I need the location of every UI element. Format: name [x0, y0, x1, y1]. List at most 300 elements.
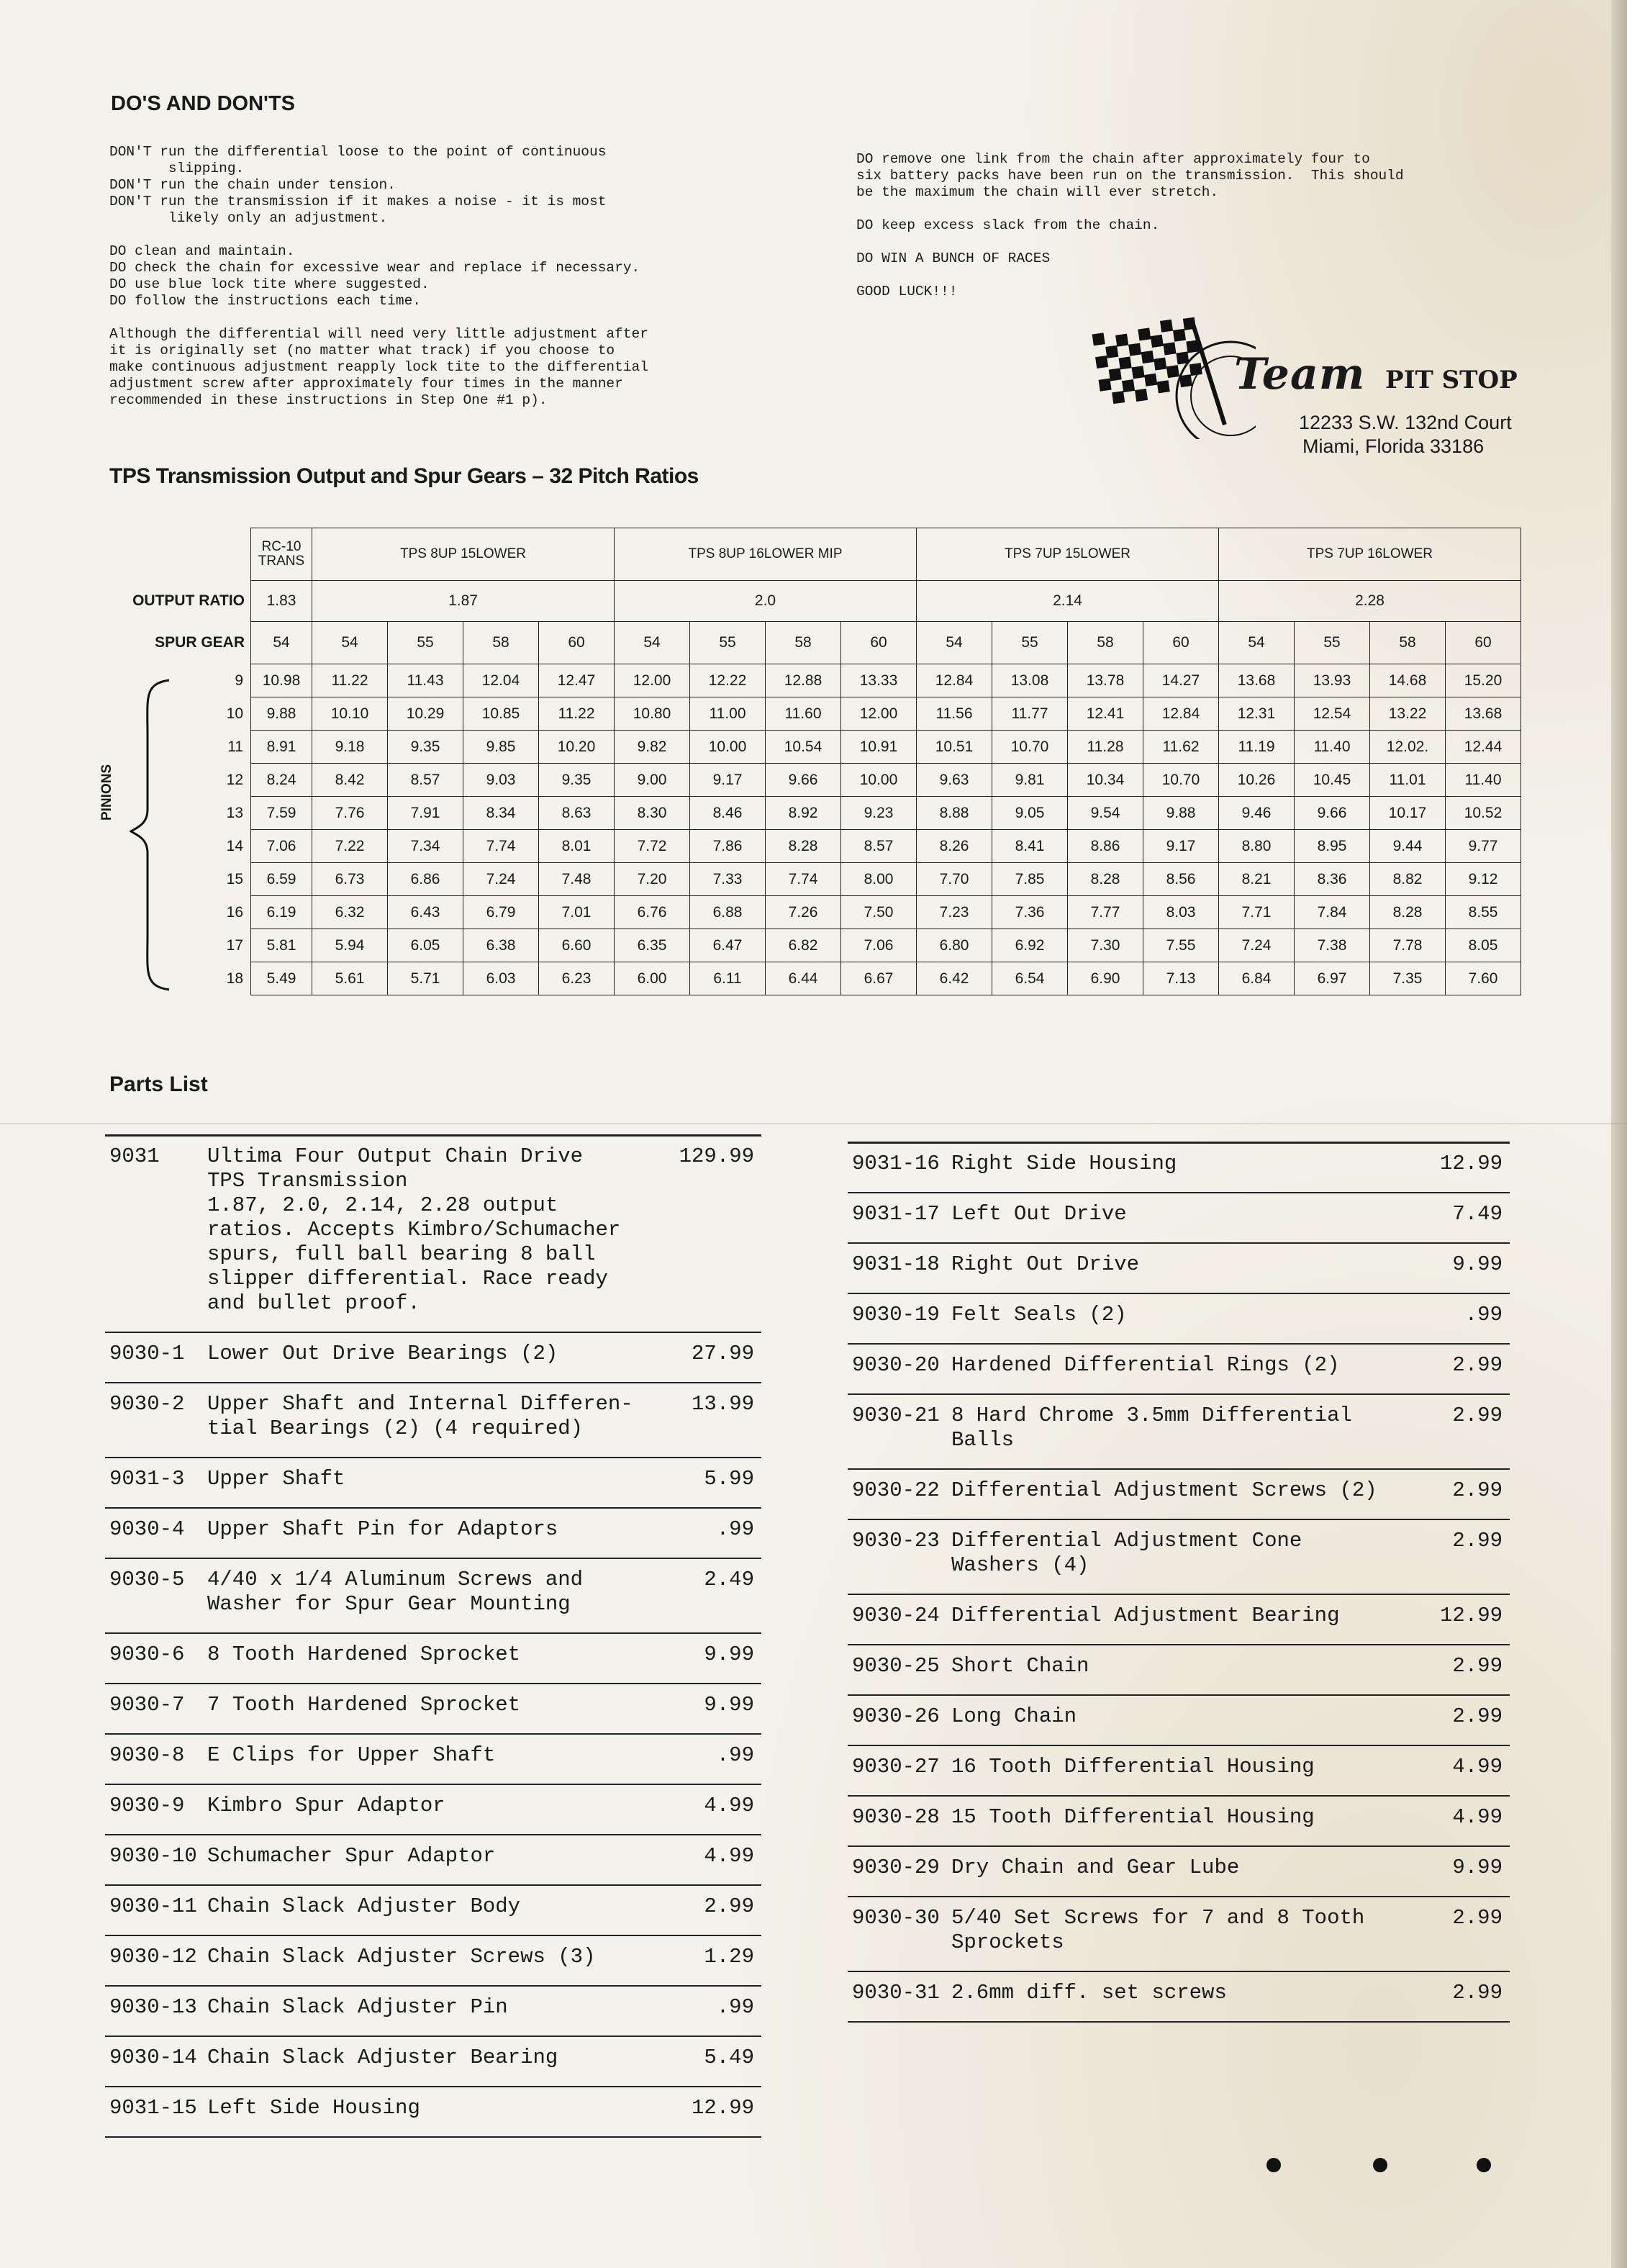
ratio-cell: 6.92 — [992, 929, 1068, 962]
parts-row — [848, 1696, 1510, 1746]
part-description: Schumacher Spur Adaptor — [207, 1844, 496, 1868]
ratio-cell: 5.61 — [312, 962, 388, 995]
dos-line: DO follow the instructions each time. — [109, 293, 421, 309]
ratio-cell: 10.54 — [766, 731, 841, 764]
output-ratio-row — [106, 581, 1521, 622]
ratio-cell: 9.46 — [1219, 797, 1295, 830]
pinion-value: 12 — [226, 771, 243, 788]
ratio-cell: 13.22 — [1370, 697, 1446, 731]
part-price: 9.99 — [704, 1693, 754, 1717]
ratio-cell: 7.36 — [992, 896, 1068, 929]
dos-line: it is originally set (no matter what track) if you choose to — [109, 343, 615, 358]
spur-gear-value: 55 — [992, 622, 1068, 664]
part-description: Ultima Four Output Chain Drive TPS Transmission 1.87, 2.0, 2.14, 2.28 output ratios. Accepts Kimbro/Schumacher spurs, full ball bearing 8 ball slipper differential. Race ready and bullet proof. — [207, 1144, 621, 1315]
group-header: TPS 7UP 15LOWER — [917, 528, 1219, 581]
ratio-cell: 8.05 — [1446, 929, 1521, 962]
ratio-cell: 6.03 — [463, 962, 539, 995]
ratio-cell: 6.35 — [615, 929, 690, 962]
ratio-cell: 6.54 — [992, 962, 1068, 995]
ratio-cell: 7.06 — [841, 929, 917, 962]
spur-gear-value: 60 — [1446, 622, 1521, 664]
dos-line: Although the differential will need very little adjustment after — [109, 326, 648, 342]
part-description: Short Chain — [951, 1654, 1089, 1678]
part-description: Differential Adjustment Cone Washers (4) — [951, 1529, 1302, 1577]
part-number: 9030-22 — [852, 1478, 940, 1502]
ratio-cell: 13.08 — [992, 664, 1068, 697]
ratio-cell: 11.00 — [690, 697, 766, 731]
part-description: Differential Adjustment Bearing — [951, 1604, 1340, 1627]
part-description: Felt Seals (2) — [951, 1303, 1127, 1327]
ratio-cell: 12.88 — [766, 664, 841, 697]
table-row — [106, 929, 1521, 962]
ratio-cell: 8.63 — [539, 797, 615, 830]
ratio-cell: 13.93 — [1295, 664, 1370, 697]
ratio-cell: 6.19 — [251, 896, 312, 929]
gear-ratio-table — [106, 528, 1521, 995]
part-description: Left Out Drive — [951, 1202, 1127, 1226]
parts-list-title: Parts List — [109, 1072, 208, 1096]
ratio-cell: 11.40 — [1295, 731, 1370, 764]
parts-row — [105, 1333, 761, 1383]
ratio-cell: 7.20 — [615, 863, 690, 896]
pinion-value: 10 — [226, 705, 243, 722]
spur-gear-value: 60 — [841, 622, 917, 664]
part-price: 5.99 — [704, 1467, 754, 1491]
parts-row — [105, 2037, 761, 2087]
ratio-cell: 10.34 — [1068, 764, 1143, 797]
team-pit-stop-logo — [1090, 302, 1522, 468]
ratio-cell: 9.81 — [992, 764, 1068, 797]
parts-row — [848, 1595, 1510, 1645]
ratio-cell: 8.57 — [841, 830, 917, 863]
ratio-cell: 8.82 — [1370, 863, 1446, 896]
ratio-cell: 7.71 — [1219, 896, 1295, 929]
dos-right-text — [856, 151, 1526, 300]
dos-line: DON'T run the chain under tension. — [109, 177, 396, 193]
part-price: 13.99 — [691, 1392, 754, 1416]
logo-address-city: Miami, Florida 33186 — [1302, 435, 1485, 457]
pinions-brace — [130, 677, 173, 993]
ratio-cell: 12.22 — [690, 664, 766, 697]
ratio-cell: 9.17 — [1143, 830, 1219, 863]
ratio-cell: 9.35 — [388, 731, 463, 764]
parts-row — [848, 1645, 1510, 1696]
dos-left-text — [109, 144, 800, 409]
ratio-cell: 11.19 — [1219, 731, 1295, 764]
ratio-cell: 6.59 — [251, 863, 312, 896]
ratio-cell: 7.23 — [917, 896, 992, 929]
dos-title: DO'S AND DON'TS — [111, 92, 296, 115]
ratio-cell: 14.68 — [1370, 664, 1446, 697]
ratio-cell: 7.38 — [1295, 929, 1370, 962]
part-description: E Clips for Upper Shaft — [207, 1743, 496, 1767]
punch-hole — [1266, 2158, 1281, 2172]
part-description: Chain Slack Adjuster Body — [207, 1894, 521, 1918]
part-number: 9030-6 — [109, 1643, 185, 1666]
logo-address-street: 12233 S.W. 132nd Court — [1299, 412, 1512, 433]
part-description: Kimbro Spur Adaptor — [207, 1794, 445, 1817]
part-description: 2.6mm diff. set screws — [951, 1981, 1227, 2005]
part-number: 9030-30 — [852, 1906, 940, 1930]
dos-line: likely only an adjustment. — [109, 210, 388, 226]
ratio-cell: 8.36 — [1295, 863, 1370, 896]
dos-line: adjustment screw after approximately four times in the manner — [109, 376, 623, 392]
part-price: 2.99 — [1452, 1906, 1503, 1930]
part-number: 9030-28 — [852, 1805, 940, 1829]
dos-line: slipping. — [109, 161, 245, 176]
ratio-cell: 10.26 — [1219, 764, 1295, 797]
part-price: 2.99 — [1452, 1404, 1503, 1427]
ratio-cell: 12.84 — [917, 664, 992, 697]
output-ratio-value: 1.83 — [251, 581, 312, 622]
ratio-cell: 9.85 — [463, 731, 539, 764]
parts-list-right — [848, 1143, 1510, 2023]
part-price: 12.99 — [1439, 1152, 1503, 1175]
part-number: 9031 — [109, 1144, 160, 1168]
ratio-cell: 11.56 — [917, 697, 992, 731]
ratio-cell: 9.66 — [1295, 797, 1370, 830]
part-number: 9031-17 — [852, 1202, 940, 1226]
dos-line: be the maximum the chain will ever stretch. — [856, 184, 1219, 200]
ratio-cell: 8.41 — [992, 830, 1068, 863]
ratio-cell: 6.05 — [388, 929, 463, 962]
ratio-cell: 12.41 — [1068, 697, 1143, 731]
dos-line: DO keep excess slack from the chain. — [856, 217, 1160, 233]
ratio-cell: 6.90 — [1068, 962, 1143, 995]
parts-row — [848, 1847, 1510, 1897]
part-price: 129.99 — [679, 1144, 754, 1168]
ratio-cell: 8.57 — [388, 764, 463, 797]
ratio-cell: 10.17 — [1370, 797, 1446, 830]
part-price: 9.99 — [1452, 1856, 1503, 1879]
part-description: 8 Hard Chrome 3.5mm Differential Balls — [951, 1404, 1352, 1452]
part-description: Hardened Differential Rings (2) — [951, 1353, 1340, 1377]
part-price: 2.99 — [1452, 1704, 1503, 1728]
pinion-value: 15 — [226, 870, 243, 887]
part-price: 9.99 — [704, 1643, 754, 1666]
parts-row — [105, 1383, 761, 1458]
ratio-cell: 8.26 — [917, 830, 992, 863]
ratio-cell: 6.60 — [539, 929, 615, 962]
part-price: 1.29 — [704, 1945, 754, 1969]
ratio-cell: 10.20 — [539, 731, 615, 764]
spur-gear-value: 55 — [690, 622, 766, 664]
spur-gear-value: 60 — [539, 622, 615, 664]
part-number: 9031-16 — [852, 1152, 940, 1175]
ratio-cell: 9.03 — [463, 764, 539, 797]
ratio-cell: 7.77 — [1068, 896, 1143, 929]
part-price: 4.99 — [1452, 1755, 1503, 1779]
parts-row — [848, 1520, 1510, 1595]
part-number: 9030-13 — [109, 1995, 197, 2019]
ratio-cell: 6.67 — [841, 962, 917, 995]
spur-gear-row — [106, 622, 1521, 664]
group-header: TPS 8UP 16LOWER MIP — [615, 528, 917, 581]
spur-gear-value: 58 — [1068, 622, 1143, 664]
part-description: Dry Chain and Gear Lube — [951, 1856, 1240, 1879]
ratio-cell: 9.17 — [690, 764, 766, 797]
output-ratio-value: 2.28 — [1219, 581, 1521, 622]
part-number: 9030-4 — [109, 1517, 185, 1541]
ratio-cell: 9.05 — [992, 797, 1068, 830]
ratio-cell: 8.91 — [251, 731, 312, 764]
ratio-cell: 7.34 — [388, 830, 463, 863]
ratio-cell: 10.10 — [312, 697, 388, 731]
part-description: Right Side Housing — [951, 1152, 1177, 1175]
part-price: .99 — [716, 1995, 754, 2019]
ratio-cell: 7.76 — [312, 797, 388, 830]
ratio-cell: 7.84 — [1295, 896, 1370, 929]
parts-row — [848, 1294, 1510, 1345]
pinion-value: 9 — [235, 672, 243, 689]
ratio-cell: 7.24 — [1219, 929, 1295, 962]
part-price: 7.49 — [1452, 1202, 1503, 1226]
table-row — [106, 664, 1521, 697]
ratio-cell: 7.85 — [992, 863, 1068, 896]
ratio-cell: 10.70 — [992, 731, 1068, 764]
ratio-cell: 5.49 — [251, 962, 312, 995]
ratio-cell: 7.78 — [1370, 929, 1446, 962]
ratio-cell: 8.28 — [1370, 896, 1446, 929]
ratio-cell: 6.44 — [766, 962, 841, 995]
ratio-cell: 8.34 — [463, 797, 539, 830]
parts-row — [105, 1886, 761, 1936]
ratio-cell: 7.33 — [690, 863, 766, 896]
ratio-cell: 7.59 — [251, 797, 312, 830]
part-description: 15 Tooth Differential Housing — [951, 1805, 1315, 1829]
ratio-cell: 7.35 — [1370, 962, 1446, 995]
pinion-value: 13 — [226, 804, 243, 821]
parts-row — [105, 1559, 761, 1634]
table-row — [106, 797, 1521, 830]
part-price: 5.49 — [704, 2046, 754, 2069]
spur-gear-value: 54 — [312, 622, 388, 664]
table-row — [106, 962, 1521, 995]
part-number: 9030-19 — [852, 1303, 940, 1327]
ratio-cell: 7.55 — [1143, 929, 1219, 962]
ratio-cell: 11.40 — [1446, 764, 1521, 797]
ratio-cell: 8.24 — [251, 764, 312, 797]
part-number: 9030-14 — [109, 2046, 197, 2069]
ratio-cell: 8.28 — [766, 830, 841, 863]
ratio-cell: 9.66 — [766, 764, 841, 797]
empty-corner — [106, 528, 251, 581]
ratio-cell: 7.24 — [463, 863, 539, 896]
part-description: Long Chain — [951, 1704, 1077, 1728]
ratio-cell: 10.85 — [463, 697, 539, 731]
gear-table-title: TPS Transmission Output and Spur Gears – 32 Pitch Ratios — [109, 464, 699, 488]
ratio-cell: 7.06 — [251, 830, 312, 863]
ratio-cell: 6.11 — [690, 962, 766, 995]
part-description: 16 Tooth Differential Housing — [951, 1755, 1315, 1779]
dos-line: GOOD LUCK!!! — [856, 284, 958, 299]
pinion-value: 16 — [226, 903, 243, 921]
ratio-cell: 7.86 — [690, 830, 766, 863]
part-description: Upper Shaft — [207, 1467, 345, 1491]
parts-row — [105, 1684, 761, 1735]
parts-row — [105, 1634, 761, 1684]
part-description: 8 Tooth Hardened Sprocket — [207, 1643, 521, 1666]
part-number: 9030-8 — [109, 1743, 185, 1767]
ratio-cell: 6.88 — [690, 896, 766, 929]
part-number: 9030-25 — [852, 1654, 940, 1678]
group-header: TPS 7UP 16LOWER — [1219, 528, 1521, 581]
part-number: 9030-23 — [852, 1529, 940, 1553]
ratio-cell: 8.86 — [1068, 830, 1143, 863]
group-header: TPS 8UP 15LOWER — [312, 528, 615, 581]
ratio-cell: 8.88 — [917, 797, 992, 830]
ratio-cell: 7.91 — [388, 797, 463, 830]
ratio-cell: 6.32 — [312, 896, 388, 929]
spur-gear-value: 54 — [615, 622, 690, 664]
spur-gear-value: 55 — [1295, 622, 1370, 664]
dos-line: DON'T run the transmission if it makes a noise - it is most — [109, 194, 607, 209]
part-description: Upper Shaft Pin for Adaptors — [207, 1517, 558, 1541]
ratio-cell: 9.54 — [1068, 797, 1143, 830]
parts-row — [105, 1987, 761, 2037]
table-row — [106, 896, 1521, 929]
spur-gear-value: 54 — [251, 622, 312, 664]
part-number: 9030-11 — [109, 1894, 197, 1918]
ratio-cell: 7.48 — [539, 863, 615, 896]
ratio-cell: 8.30 — [615, 797, 690, 830]
ratio-cell: 6.43 — [388, 896, 463, 929]
part-description: 7 Tooth Hardened Sprocket — [207, 1693, 521, 1717]
ratio-cell: 9.35 — [539, 764, 615, 797]
part-description: 5/40 Set Screws for 7 and 8 Tooth Sprockets — [951, 1906, 1365, 1954]
dos-line: DO check the chain for excessive wear and replace if necessary. — [109, 260, 640, 276]
part-description: Left Side Housing — [207, 2096, 420, 2120]
part-description: 4/40 x 1/4 Aluminum Screws and Washer for Spur Gear Mounting — [207, 1568, 584, 1616]
dos-line: DO remove one link from the chain after approximately four to — [856, 151, 1370, 167]
output-ratio-label: OUTPUT RATIO — [132, 592, 245, 609]
table-row — [106, 697, 1521, 731]
ratio-cell: 13.68 — [1219, 664, 1295, 697]
part-number: 9030-29 — [852, 1856, 940, 1879]
ratio-cell: 6.47 — [690, 929, 766, 962]
pinions-label: PINIONS — [99, 764, 114, 821]
part-number: 9030-21 — [852, 1404, 940, 1427]
parts-row — [848, 1470, 1510, 1520]
ratio-cell: 8.56 — [1143, 863, 1219, 896]
ratio-cell: 12.00 — [841, 697, 917, 731]
dos-line — [856, 234, 1526, 250]
ratio-cell: 14.27 — [1143, 664, 1219, 697]
parts-row — [105, 1136, 761, 1333]
parts-row — [105, 1458, 761, 1509]
ratio-cell: 7.22 — [312, 830, 388, 863]
ratio-cell: 12.84 — [1143, 697, 1219, 731]
part-price: 4.99 — [704, 1844, 754, 1868]
ratio-cell: 11.77 — [992, 697, 1068, 731]
spur-gear-value: 60 — [1143, 622, 1219, 664]
part-number: 9030-1 — [109, 1342, 185, 1365]
part-description: Lower Out Drive Bearings (2) — [207, 1342, 558, 1365]
dos-line — [856, 201, 1526, 217]
dos-line: DO use blue lock tite where suggested. — [109, 276, 430, 292]
part-price: .99 — [716, 1517, 754, 1541]
part-number: 9030-31 — [852, 1981, 940, 2005]
part-price: 4.99 — [704, 1794, 754, 1817]
parts-row — [848, 1143, 1510, 1193]
parts-row — [848, 1746, 1510, 1797]
ratio-cell: 7.72 — [615, 830, 690, 863]
ratio-cell: 6.97 — [1295, 962, 1370, 995]
pinion-value: 18 — [226, 970, 243, 987]
part-price: 27.99 — [691, 1342, 754, 1365]
parts-row — [848, 1395, 1510, 1470]
part-price: 2.99 — [1452, 1654, 1503, 1678]
part-number: 9030-2 — [109, 1392, 185, 1416]
ratio-cell: 11.22 — [539, 697, 615, 731]
part-description: Chain Slack Adjuster Bearing — [207, 2046, 558, 2069]
ratio-cell: 12.47 — [539, 664, 615, 697]
ratio-cell: 6.00 — [615, 962, 690, 995]
ratio-cell: 10.00 — [690, 731, 766, 764]
table-header-row — [106, 528, 1521, 581]
ratio-cell: 13.78 — [1068, 664, 1143, 697]
ratio-cell: 7.74 — [766, 863, 841, 896]
part-description: Chain Slack Adjuster Screws (3) — [207, 1945, 596, 1969]
ratio-cell: 6.86 — [388, 863, 463, 896]
ratio-cell: 11.22 — [312, 664, 388, 697]
ratio-cell: 8.92 — [766, 797, 841, 830]
ratio-cell: 10.52 — [1446, 797, 1521, 830]
ratio-cell: 6.79 — [463, 896, 539, 929]
ratio-cell: 6.80 — [917, 929, 992, 962]
ratio-cell: 10.00 — [841, 764, 917, 797]
spur-gear-value: 58 — [766, 622, 841, 664]
spur-gear-value: 58 — [463, 622, 539, 664]
output-ratio-value: 2.14 — [917, 581, 1219, 622]
ratio-cell: 10.70 — [1143, 764, 1219, 797]
ratio-cell: 11.60 — [766, 697, 841, 731]
part-price: 2.49 — [704, 1568, 754, 1591]
part-number: 9030-9 — [109, 1794, 185, 1817]
part-description: Upper Shaft and Internal Differen- tial Bearings (2) (4 required) — [207, 1392, 633, 1440]
ratio-cell: 10.29 — [388, 697, 463, 731]
ratio-cell: 10.98 — [251, 664, 312, 697]
ratio-cell: 7.13 — [1143, 962, 1219, 995]
parts-row — [848, 1797, 1510, 1847]
ratio-cell: 9.88 — [251, 697, 312, 731]
part-number: 9030-5 — [109, 1568, 185, 1591]
parts-row — [105, 1735, 761, 1785]
part-price: .99 — [1464, 1303, 1503, 1327]
ratio-cell: 6.23 — [539, 962, 615, 995]
part-price: 2.99 — [1452, 1478, 1503, 1502]
ratio-cell: 9.82 — [615, 731, 690, 764]
part-price: 12.99 — [1439, 1604, 1503, 1627]
ratio-cell: 5.71 — [388, 962, 463, 995]
spur-gear-value: 54 — [917, 622, 992, 664]
ratio-cell: 7.60 — [1446, 962, 1521, 995]
ratio-cell: 10.45 — [1295, 764, 1370, 797]
ratio-cell: 9.63 — [917, 764, 992, 797]
dos-line — [856, 267, 1526, 284]
ratio-cell: 8.21 — [1219, 863, 1295, 896]
parts-list-left — [105, 1136, 761, 2138]
output-ratio-value: 2.0 — [615, 581, 917, 622]
ratio-cell: 6.84 — [1219, 962, 1295, 995]
ratio-cell: 7.30 — [1068, 929, 1143, 962]
parts-row — [105, 1509, 761, 1559]
ratio-cell: 8.80 — [1219, 830, 1295, 863]
dos-line — [109, 227, 800, 243]
ratio-cell: 12.04 — [463, 664, 539, 697]
part-number: 9030-12 — [109, 1945, 197, 1969]
ratio-cell: 6.38 — [463, 929, 539, 962]
